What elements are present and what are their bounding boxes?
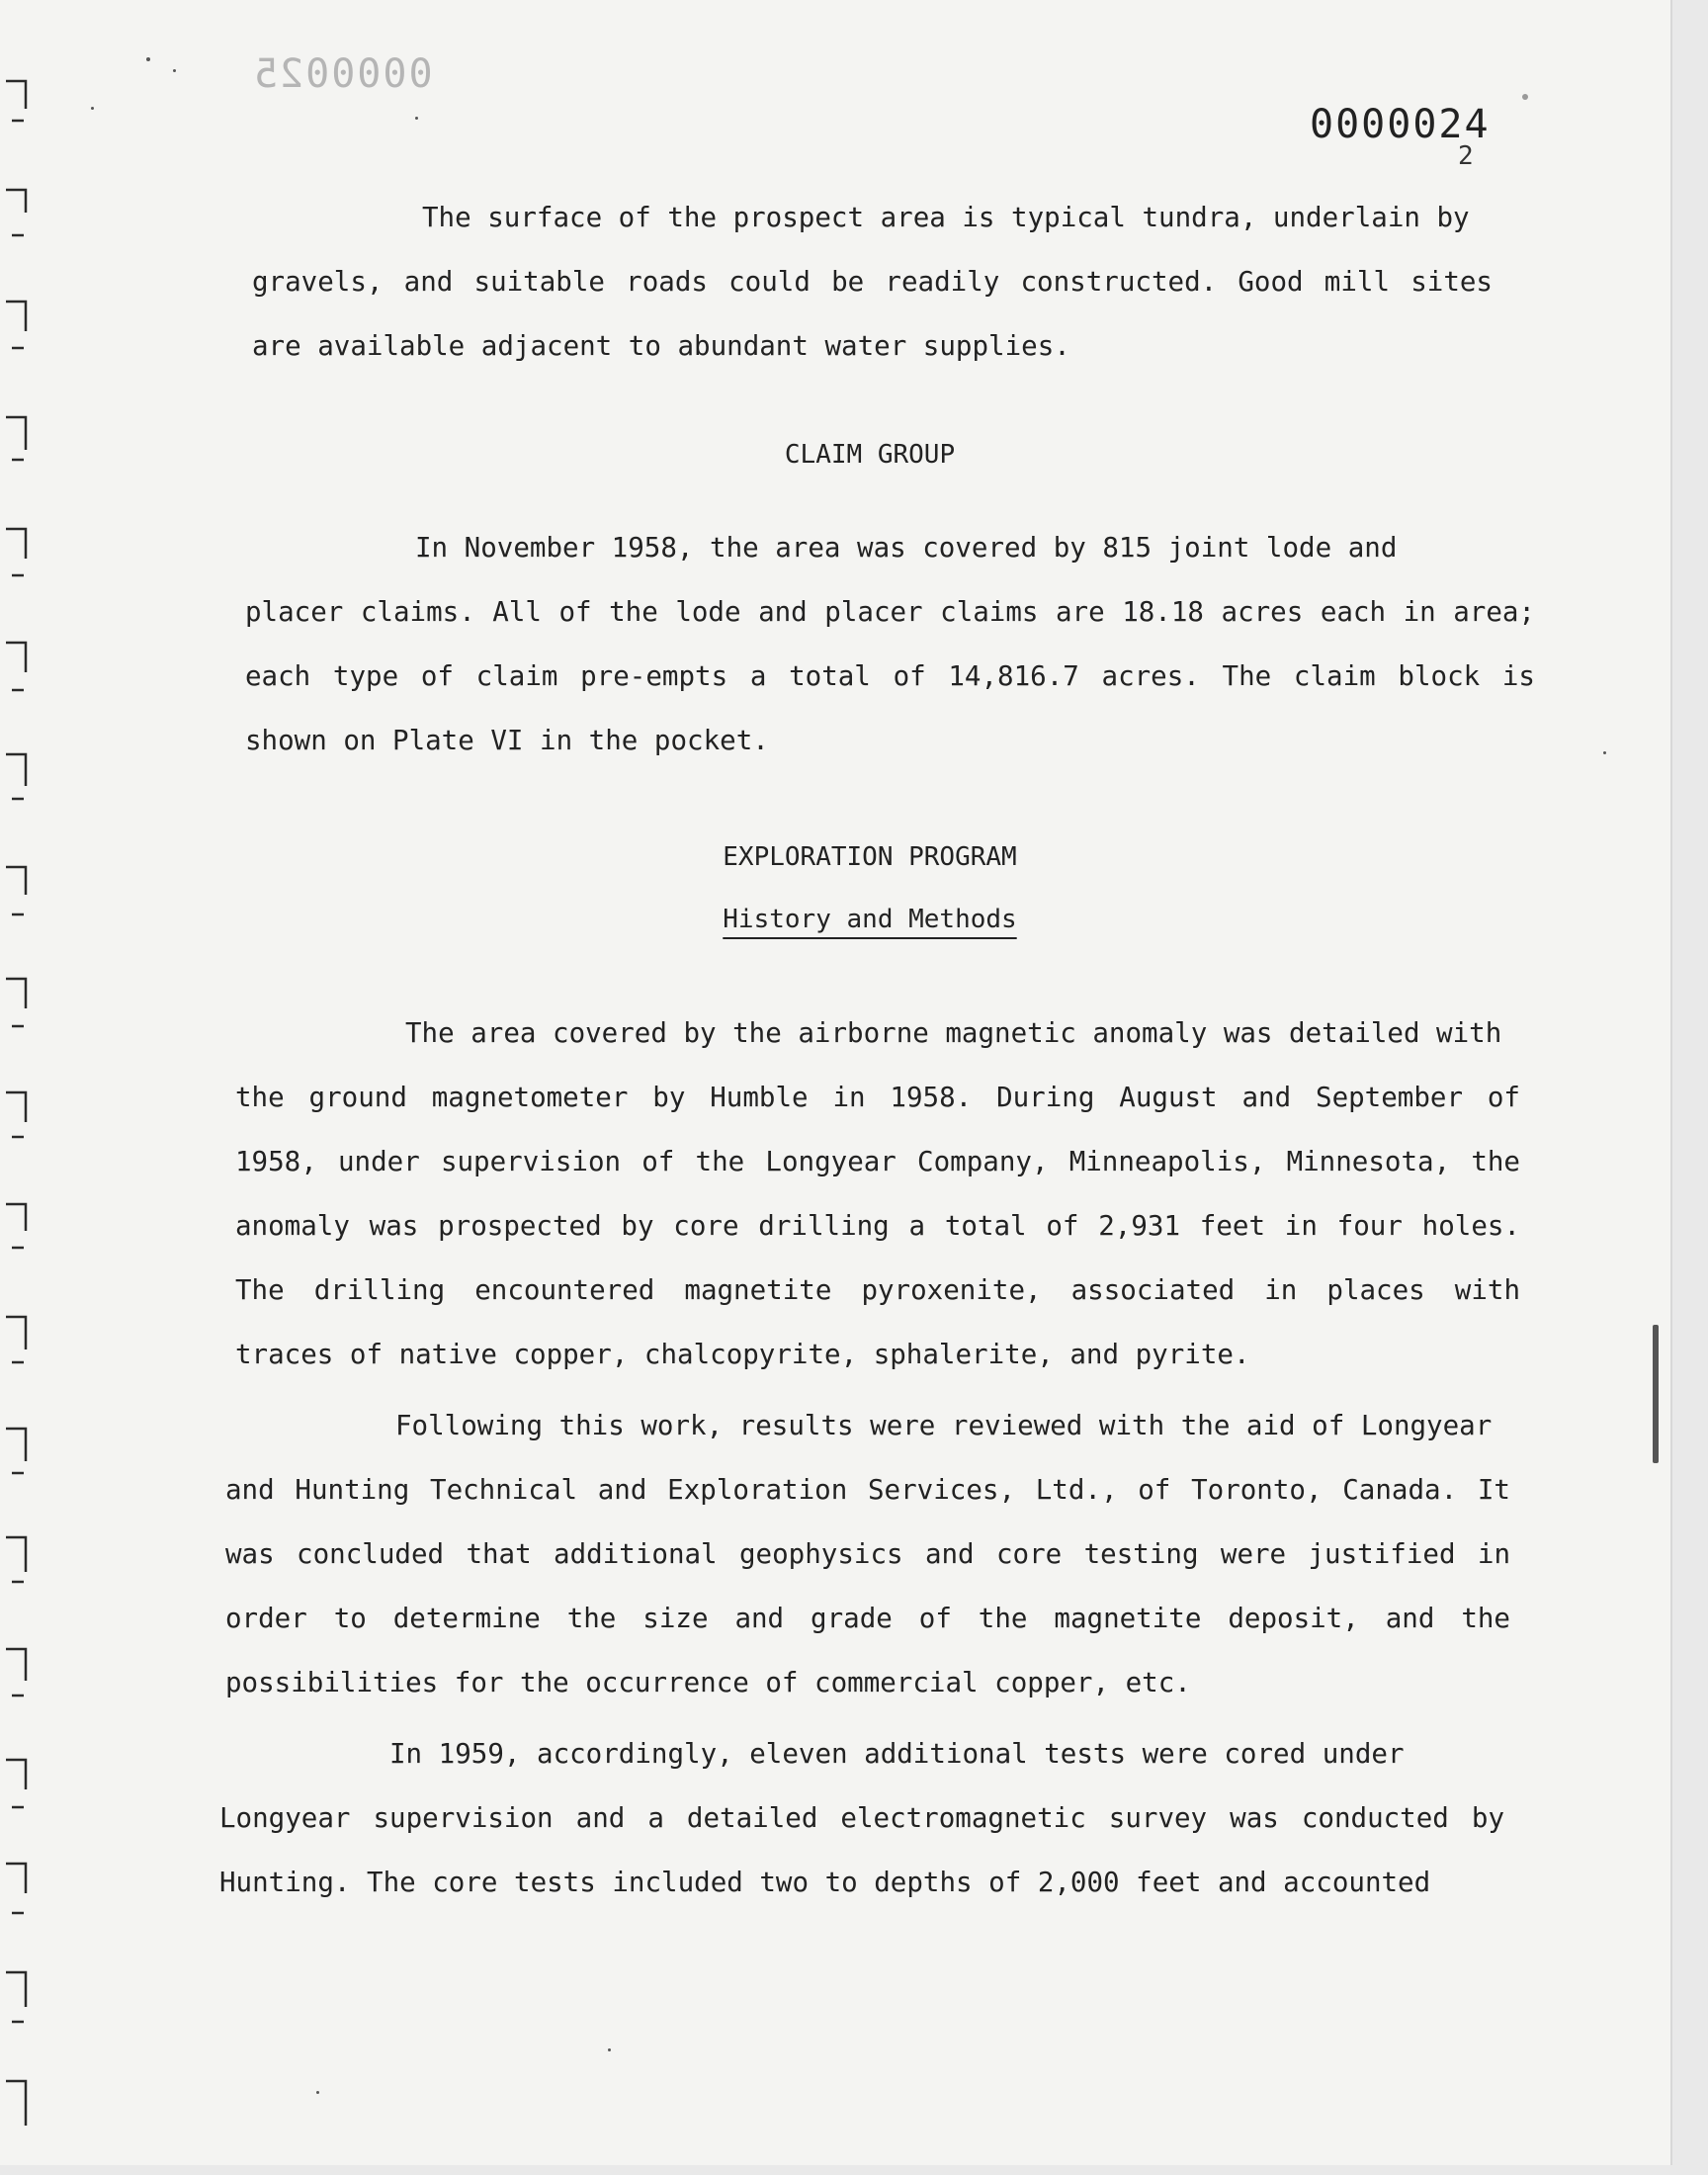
paragraph-first-line: In November 1958, the area was covered by 815 joint lode and — [415, 532, 1398, 564]
page-number: 2 — [1458, 141, 1474, 171]
paragraph-first-line: The area covered by the airborne magnetic anomaly was detailed with — [405, 1017, 1502, 1049]
scan-speck — [1522, 94, 1528, 100]
paragraph-body: the ground magnetometer by Humble in 1958. During August and September of 1958, under supervision of the Longyear Company, Minneapolis, Minnesota, the anomaly was prospected by core drilling a total of 2,931 feet in four holes. The drilling encountered magnetite pyroxenite, associated in places with traces of native copper, chalcopyrite, sphalerite, and pyrite. — [235, 1082, 1520, 1370]
paragraph-following-work — [225, 1394, 1510, 1715]
paragraph-body: gravels, and suitable roads could be readily constructed. Good mill sites are available adjacent to abundant water supplies. — [252, 266, 1493, 362]
scan-speck — [415, 117, 418, 120]
document-control-number: 0000024 — [1310, 102, 1491, 147]
scan-speck — [1603, 751, 1606, 754]
scan-speck — [316, 2091, 319, 2094]
heading-exploration-program: EXPLORATION PROGRAM — [723, 842, 1017, 872]
paragraph-history — [235, 1001, 1520, 1387]
binder-hole-marks — [0, 0, 40, 2175]
paragraph-surface — [252, 186, 1493, 379]
scan-speck — [173, 69, 176, 72]
paragraph-first-line: The surface of the prospect area is typical tundra, underlain by — [422, 202, 1470, 233]
paragraph-claim-group — [245, 516, 1535, 773]
paragraph-body: and Hunting Technical and Exploration Services, Ltd., of Toronto, Canada. It was concluded that additional geophysics and core testing were justified in order to determine the size and grade of the magnetite deposit, and the possibilities for the occurrence of commercial copper, etc. — [225, 1474, 1510, 1698]
heading-claim-group: CLAIM GROUP — [784, 440, 956, 470]
scan-speck — [91, 107, 94, 110]
margin-scan-mark — [1653, 1325, 1659, 1463]
scan-speck — [146, 57, 150, 61]
paragraph-body: Longyear supervision and a detailed electromagnetic survey was conducted by Hunting. The core tests included two to depths of 2,000 feet and accounted — [219, 1802, 1504, 1898]
scan-speck — [608, 2048, 611, 2051]
mirrored-bleedthrough-stamp: 0000025 — [252, 51, 433, 97]
paragraph-first-line: In 1959, accordingly, eleven additional tests were cored under — [389, 1738, 1405, 1770]
paragraph-first-line: Following this work, results were reviewed with the aid of Longyear — [395, 1410, 1493, 1441]
paragraph-1959-tests — [219, 1722, 1504, 1915]
subheading-history-and-methods: History and Methods — [723, 905, 1017, 934]
paragraph-body: placer claims. All of the lode and placer claims are 18.18 acres each in area; each type of claim pre-empts a total of 14,816.7 acres. The claim block is shown on Plate VI in the pocket. — [245, 596, 1535, 756]
